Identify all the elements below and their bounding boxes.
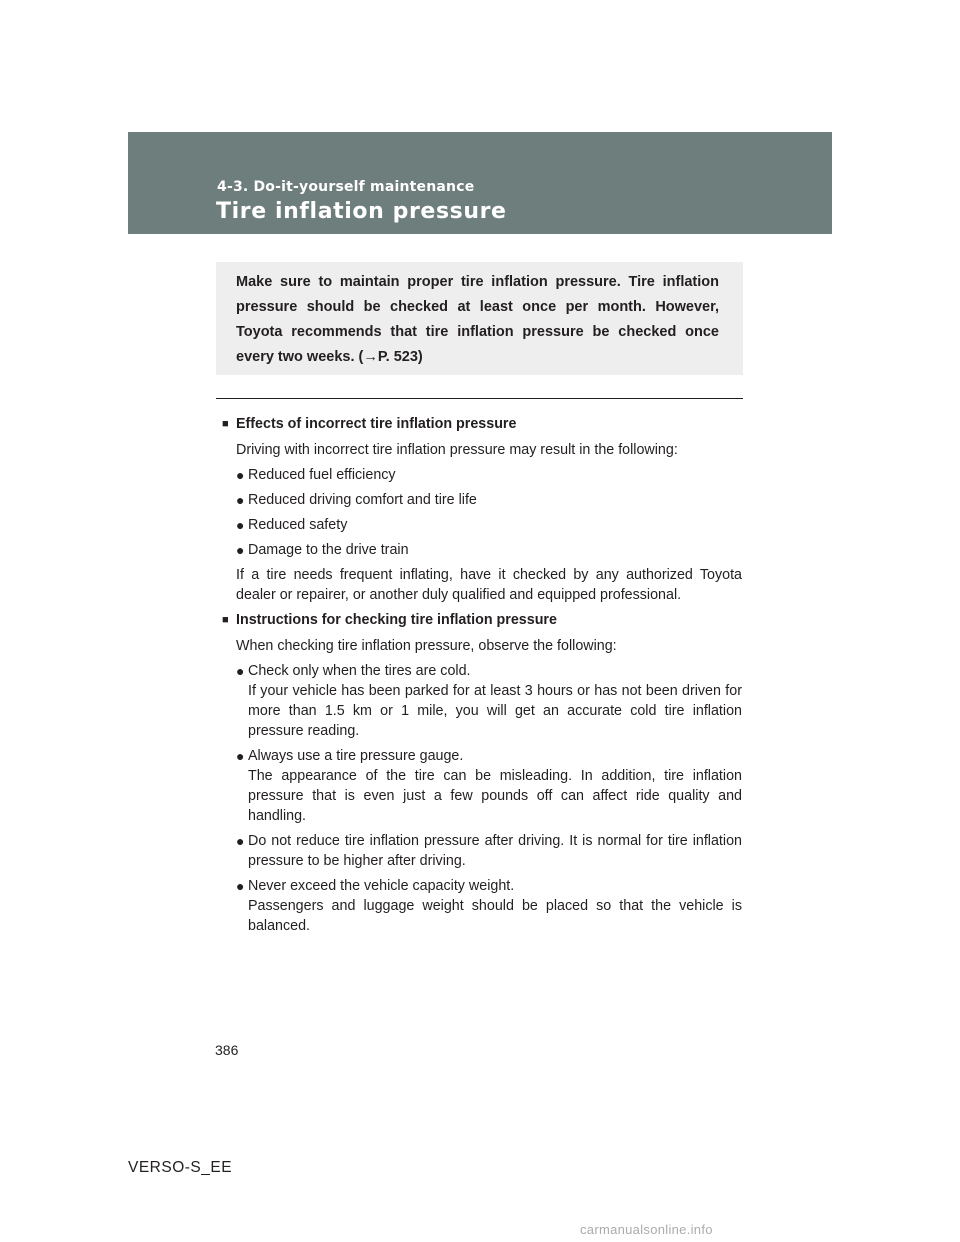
bullet-dot-icon: ● [236, 878, 245, 894]
list-item-text: Reduced driving comfort and tire life [248, 492, 477, 508]
bullet-dot-icon: ● [236, 663, 245, 679]
list-item-detail: If your vehicle has been parked for at least 3 hours or has not been driven for more than 1.5 km or 1 mile, you will get an accurate cold tire inflation pressure reading. [248, 683, 742, 739]
square-bullet-icon: ■ [222, 614, 229, 626]
section-closing: If a tire needs frequent inflating, have it checked by any authorized Toyota dealer or repairer, or another duly qualified and equipped professional. [236, 567, 742, 603]
list-item-detail: The appearance of the tire can be misleading. In addition, tire inflation pressure that is even just a few pounds off can affect ride quality and handling. [248, 768, 742, 824]
section-heading-text: Instructions for checking tire inflation pressure [236, 612, 557, 628]
list-item [222, 876, 742, 936]
list-item-detail: Passengers and luggage weight should be placed so that the vehicle is balanced. [248, 898, 742, 934]
list-item-text: Reduced fuel efficiency [248, 467, 396, 483]
list-item-text: Reduced safety [248, 517, 348, 533]
section-heading [222, 414, 742, 434]
divider [216, 398, 743, 399]
list-item-title: Check only when the tires are cold. [248, 663, 471, 679]
footer-model-code: VERSO-S_EE [128, 1159, 233, 1176]
list-item [222, 831, 742, 871]
page-number: 386 [215, 1042, 239, 1058]
list-item [222, 540, 742, 560]
list-item-text: Damage to the drive train [248, 542, 409, 558]
list-item-text: Do not reduce tire inflation pressure after driving. It is normal for tire inflation pressure to be higher after driving. [248, 833, 742, 869]
intro-box [216, 262, 743, 375]
list-item-title: Never exceed the vehicle capacity weight. [248, 878, 515, 894]
list-item [222, 515, 742, 535]
square-bullet-icon: ■ [222, 418, 229, 430]
section-heading-text: Effects of incorrect tire inflation pressure [236, 416, 517, 432]
section-lead: When checking tire inflation pressure, observe the following: [236, 638, 617, 654]
main-content [222, 414, 742, 936]
bullet-dot-icon: ● [236, 467, 245, 483]
list-item [222, 465, 742, 485]
watermark: carmanualsonline.info [580, 1222, 713, 1237]
section-label: 4-3. Do-it-yourself maintenance [217, 179, 475, 195]
list-item [222, 746, 742, 826]
bullet-dot-icon: ● [236, 517, 245, 533]
bullet-dot-icon: ● [236, 833, 245, 849]
intro-text: Make sure to maintain proper tire inflation pressure. Tire inflation pressure should be checked at least once per month. However, Toyota recommends that tire inflation pressure be checked once every two weeks. (→P. 523) [236, 274, 719, 365]
page-title: Tire inflation pressure [216, 199, 507, 224]
bullet-dot-icon: ● [236, 492, 245, 508]
list-item [222, 661, 742, 741]
bullet-dot-icon: ● [236, 748, 245, 764]
list-item-title: Always use a tire pressure gauge. [248, 748, 464, 764]
list-item [222, 490, 742, 510]
section-lead: Driving with incorrect tire inflation pressure may result in the following: [236, 442, 678, 458]
bullet-dot-icon: ● [236, 542, 245, 558]
section-heading [222, 610, 742, 630]
